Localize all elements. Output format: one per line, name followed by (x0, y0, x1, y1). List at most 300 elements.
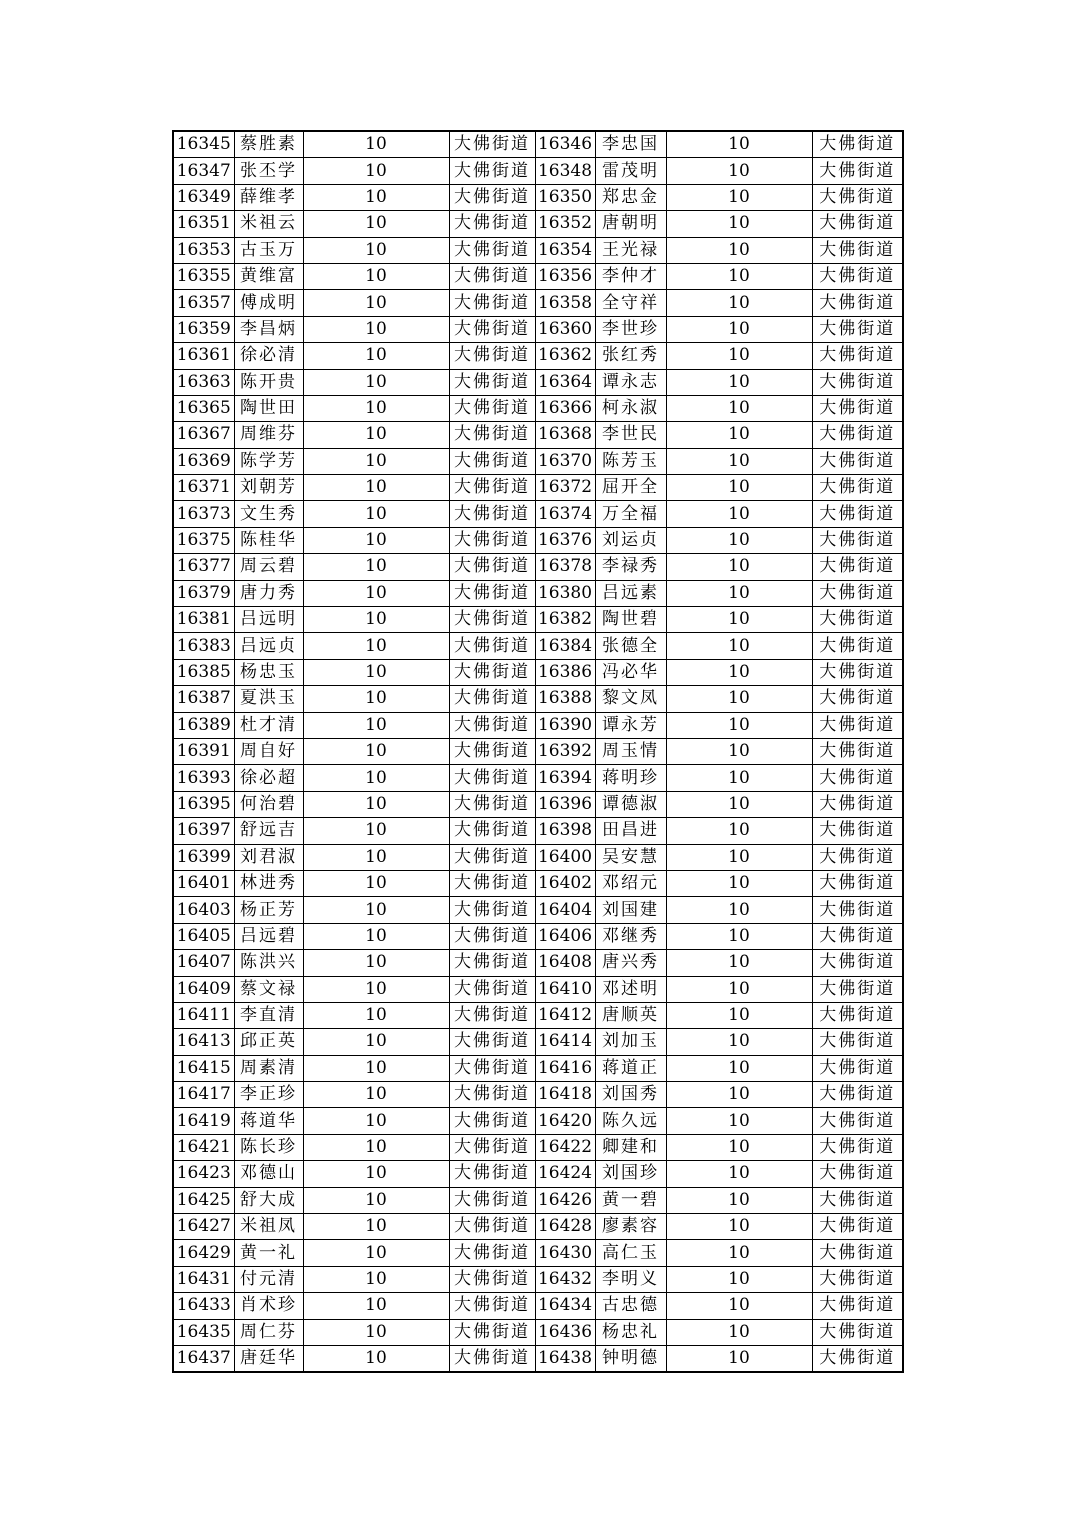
right-id-cell: 16348 (535, 158, 595, 184)
right-amount-cell: 10 (666, 607, 812, 633)
right-name-cell: 李明义 (595, 1266, 666, 1292)
left-area-cell: 大佛街道 (449, 1108, 535, 1134)
left-amount-cell: 10 (303, 712, 449, 738)
right-name-cell: 黎文凤 (595, 686, 666, 712)
table-row (173, 211, 903, 237)
right-id-cell: 16438 (535, 1345, 595, 1372)
left-id-cell: 16399 (173, 844, 234, 870)
right-id-cell: 16350 (535, 184, 595, 210)
left-area-cell: 大佛街道 (449, 184, 535, 210)
left-id-cell: 16415 (173, 1055, 234, 1081)
table-row (173, 950, 903, 976)
right-id-cell: 16352 (535, 211, 595, 237)
right-amount-cell: 10 (666, 1082, 812, 1108)
right-name-cell: 吕远素 (595, 580, 666, 606)
right-id-cell: 16372 (535, 475, 595, 501)
left-id-cell: 16387 (173, 686, 234, 712)
left-name-cell: 付元清 (234, 1266, 303, 1292)
table-row (173, 923, 903, 949)
left-name-cell: 黄一礼 (234, 1240, 303, 1266)
right-amount-cell: 10 (666, 738, 812, 764)
table-row (173, 1082, 903, 1108)
left-id-cell: 16367 (173, 422, 234, 448)
left-amount-cell: 10 (303, 1345, 449, 1372)
table-row (173, 1293, 903, 1319)
right-area-cell: 大佛街道 (812, 1029, 903, 1055)
right-id-cell: 16422 (535, 1134, 595, 1160)
left-area-cell: 大佛街道 (449, 554, 535, 580)
left-amount-cell: 10 (303, 475, 449, 501)
right-name-cell: 谭永芳 (595, 712, 666, 738)
left-id-cell: 16353 (173, 237, 234, 263)
left-area-cell: 大佛街道 (449, 475, 535, 501)
left-name-cell: 刘朝芳 (234, 475, 303, 501)
left-name-cell: 唐力秀 (234, 580, 303, 606)
right-id-cell: 16394 (535, 765, 595, 791)
left-amount-cell: 10 (303, 791, 449, 817)
left-area-cell: 大佛街道 (449, 1082, 535, 1108)
right-area-cell: 大佛街道 (812, 633, 903, 659)
left-name-cell: 林进秀 (234, 870, 303, 896)
left-id-cell: 16381 (173, 607, 234, 633)
left-name-cell: 文生秀 (234, 501, 303, 527)
table-row (173, 1266, 903, 1292)
left-amount-cell: 10 (303, 1214, 449, 1240)
table-row (173, 791, 903, 817)
right-area-cell: 大佛街道 (812, 131, 903, 158)
left-area-cell: 大佛街道 (449, 950, 535, 976)
right-name-cell: 冯必华 (595, 659, 666, 685)
table-row (173, 131, 903, 158)
right-amount-cell: 10 (666, 897, 812, 923)
left-name-cell: 陈开贵 (234, 369, 303, 395)
right-name-cell: 唐顺英 (595, 1002, 666, 1028)
right-amount-cell: 10 (666, 659, 812, 685)
right-name-cell: 蒋明珍 (595, 765, 666, 791)
right-name-cell: 吴安慧 (595, 844, 666, 870)
right-id-cell: 16354 (535, 237, 595, 263)
right-area-cell: 大佛街道 (812, 237, 903, 263)
left-area-cell: 大佛街道 (449, 290, 535, 316)
left-area-cell: 大佛街道 (449, 1293, 535, 1319)
right-area-cell: 大佛街道 (812, 211, 903, 237)
right-id-cell: 16370 (535, 448, 595, 474)
right-id-cell: 16436 (535, 1319, 595, 1345)
table-row (173, 448, 903, 474)
left-area-cell: 大佛街道 (449, 791, 535, 817)
right-area-cell: 大佛街道 (812, 158, 903, 184)
right-area-cell: 大佛街道 (812, 580, 903, 606)
right-name-cell: 邓绍元 (595, 870, 666, 896)
right-amount-cell: 10 (666, 1345, 812, 1372)
right-id-cell: 16366 (535, 395, 595, 421)
table-row (173, 475, 903, 501)
right-amount-cell: 10 (666, 844, 812, 870)
right-amount-cell: 10 (666, 1029, 812, 1055)
right-amount-cell: 10 (666, 158, 812, 184)
left-amount-cell: 10 (303, 184, 449, 210)
left-name-cell: 吕远碧 (234, 923, 303, 949)
right-id-cell: 16386 (535, 659, 595, 685)
right-id-cell: 16362 (535, 343, 595, 369)
left-id-cell: 16375 (173, 527, 234, 553)
left-name-cell: 陈长珍 (234, 1134, 303, 1160)
right-id-cell: 16406 (535, 923, 595, 949)
left-area-cell: 大佛街道 (449, 1134, 535, 1160)
table-row (173, 712, 903, 738)
left-amount-cell: 10 (303, 1240, 449, 1266)
left-area-cell: 大佛街道 (449, 765, 535, 791)
left-id-cell: 16365 (173, 395, 234, 421)
right-name-cell: 李忠国 (595, 131, 666, 158)
left-area-cell: 大佛街道 (449, 870, 535, 896)
table-row (173, 818, 903, 844)
left-area-cell: 大佛街道 (449, 211, 535, 237)
right-amount-cell: 10 (666, 818, 812, 844)
left-name-cell: 李正珍 (234, 1082, 303, 1108)
right-area-cell: 大佛街道 (812, 844, 903, 870)
left-name-cell: 舒大成 (234, 1187, 303, 1213)
left-name-cell: 陈桂华 (234, 527, 303, 553)
left-name-cell: 肖术珍 (234, 1293, 303, 1319)
left-amount-cell: 10 (303, 1108, 449, 1134)
left-id-cell: 16427 (173, 1214, 234, 1240)
left-area-cell: 大佛街道 (449, 158, 535, 184)
left-id-cell: 16401 (173, 870, 234, 896)
right-area-cell: 大佛街道 (812, 818, 903, 844)
left-name-cell: 古玉万 (234, 237, 303, 263)
left-id-cell: 16431 (173, 1266, 234, 1292)
right-id-cell: 16396 (535, 791, 595, 817)
left-area-cell: 大佛街道 (449, 1266, 535, 1292)
table-row (173, 897, 903, 923)
left-id-cell: 16349 (173, 184, 234, 210)
left-area-cell: 大佛街道 (449, 1029, 535, 1055)
right-area-cell: 大佛街道 (812, 607, 903, 633)
left-amount-cell: 10 (303, 316, 449, 342)
right-amount-cell: 10 (666, 131, 812, 158)
right-amount-cell: 10 (666, 554, 812, 580)
left-name-cell: 刘君淑 (234, 844, 303, 870)
left-amount-cell: 10 (303, 395, 449, 421)
left-area-cell: 大佛街道 (449, 633, 535, 659)
right-name-cell: 万全福 (595, 501, 666, 527)
left-amount-cell: 10 (303, 1029, 449, 1055)
right-id-cell: 16432 (535, 1266, 595, 1292)
left-name-cell: 夏洪玉 (234, 686, 303, 712)
right-name-cell: 唐朝明 (595, 211, 666, 237)
left-name-cell: 杨忠玉 (234, 659, 303, 685)
left-name-cell: 周云碧 (234, 554, 303, 580)
right-name-cell: 李禄秀 (595, 554, 666, 580)
left-amount-cell: 10 (303, 897, 449, 923)
left-id-cell: 16413 (173, 1029, 234, 1055)
left-id-cell: 16395 (173, 791, 234, 817)
right-amount-cell: 10 (666, 765, 812, 791)
left-name-cell: 蒋道华 (234, 1108, 303, 1134)
left-id-cell: 16357 (173, 290, 234, 316)
left-id-cell: 16409 (173, 976, 234, 1002)
right-amount-cell: 10 (666, 686, 812, 712)
right-area-cell: 大佛街道 (812, 1161, 903, 1187)
right-area-cell: 大佛街道 (812, 290, 903, 316)
right-area-cell: 大佛街道 (812, 554, 903, 580)
right-name-cell: 唐兴秀 (595, 950, 666, 976)
left-amount-cell: 10 (303, 1187, 449, 1213)
right-area-cell: 大佛街道 (812, 1187, 903, 1213)
left-area-cell: 大佛街道 (449, 343, 535, 369)
table-row (173, 1187, 903, 1213)
right-area-cell: 大佛街道 (812, 448, 903, 474)
right-amount-cell: 10 (666, 290, 812, 316)
left-name-cell: 邓德山 (234, 1161, 303, 1187)
left-name-cell: 陶世田 (234, 395, 303, 421)
table-row (173, 1214, 903, 1240)
right-name-cell: 高仁玉 (595, 1240, 666, 1266)
table-row (173, 1108, 903, 1134)
left-amount-cell: 10 (303, 448, 449, 474)
right-area-cell: 大佛街道 (812, 395, 903, 421)
left-area-cell: 大佛街道 (449, 844, 535, 870)
right-area-cell: 大佛街道 (812, 870, 903, 896)
left-amount-cell: 10 (303, 976, 449, 1002)
right-amount-cell: 10 (666, 395, 812, 421)
left-amount-cell: 10 (303, 1002, 449, 1028)
right-amount-cell: 10 (666, 1108, 812, 1134)
right-name-cell: 古忠德 (595, 1293, 666, 1319)
table-row (173, 422, 903, 448)
table-row (173, 1029, 903, 1055)
right-name-cell: 郑忠金 (595, 184, 666, 210)
left-name-cell: 周自好 (234, 738, 303, 764)
left-name-cell: 周素清 (234, 1055, 303, 1081)
right-area-cell: 大佛街道 (812, 897, 903, 923)
left-id-cell: 16403 (173, 897, 234, 923)
table-row (173, 158, 903, 184)
right-id-cell: 16364 (535, 369, 595, 395)
left-area-cell: 大佛街道 (449, 923, 535, 949)
left-id-cell: 16361 (173, 343, 234, 369)
right-id-cell: 16368 (535, 422, 595, 448)
right-id-cell: 16418 (535, 1082, 595, 1108)
left-amount-cell: 10 (303, 950, 449, 976)
right-id-cell: 16378 (535, 554, 595, 580)
right-area-cell: 大佛街道 (812, 1266, 903, 1292)
right-amount-cell: 10 (666, 184, 812, 210)
right-amount-cell: 10 (666, 1293, 812, 1319)
left-name-cell: 李昌炳 (234, 316, 303, 342)
right-area-cell: 大佛街道 (812, 369, 903, 395)
left-amount-cell: 10 (303, 527, 449, 553)
right-name-cell: 卿建和 (595, 1134, 666, 1160)
table-row (173, 237, 903, 263)
table-row (173, 395, 903, 421)
right-id-cell: 16360 (535, 316, 595, 342)
right-id-cell: 16412 (535, 1002, 595, 1028)
right-area-cell: 大佛街道 (812, 1345, 903, 1372)
right-name-cell: 谭德淑 (595, 791, 666, 817)
right-id-cell: 16346 (535, 131, 595, 158)
table-row (173, 1345, 903, 1372)
right-amount-cell: 10 (666, 263, 812, 289)
left-name-cell: 黄维富 (234, 263, 303, 289)
left-name-cell: 陈洪兴 (234, 950, 303, 976)
right-id-cell: 16380 (535, 580, 595, 606)
left-amount-cell: 10 (303, 1082, 449, 1108)
right-amount-cell: 10 (666, 369, 812, 395)
right-amount-cell: 10 (666, 712, 812, 738)
right-name-cell: 柯永淑 (595, 395, 666, 421)
right-id-cell: 16382 (535, 607, 595, 633)
left-amount-cell: 10 (303, 501, 449, 527)
right-name-cell: 张德全 (595, 633, 666, 659)
left-area-cell: 大佛街道 (449, 686, 535, 712)
left-name-cell: 徐必清 (234, 343, 303, 369)
left-amount-cell: 10 (303, 607, 449, 633)
right-amount-cell: 10 (666, 950, 812, 976)
right-area-cell: 大佛街道 (812, 1240, 903, 1266)
left-name-cell: 陈学芳 (234, 448, 303, 474)
right-id-cell: 16404 (535, 897, 595, 923)
right-area-cell: 大佛街道 (812, 950, 903, 976)
right-amount-cell: 10 (666, 422, 812, 448)
left-id-cell: 16397 (173, 818, 234, 844)
left-amount-cell: 10 (303, 1055, 449, 1081)
right-name-cell: 谭永志 (595, 369, 666, 395)
right-name-cell: 雷茂明 (595, 158, 666, 184)
table-row (173, 1002, 903, 1028)
right-name-cell: 陈芳玉 (595, 448, 666, 474)
right-amount-cell: 10 (666, 501, 812, 527)
right-id-cell: 16398 (535, 818, 595, 844)
table-row (173, 659, 903, 685)
left-amount-cell: 10 (303, 686, 449, 712)
right-name-cell: 刘加玉 (595, 1029, 666, 1055)
left-area-cell: 大佛街道 (449, 818, 535, 844)
left-area-cell: 大佛街道 (449, 738, 535, 764)
right-id-cell: 16424 (535, 1161, 595, 1187)
right-id-cell: 16420 (535, 1108, 595, 1134)
left-id-cell: 16425 (173, 1187, 234, 1213)
table-row (173, 607, 903, 633)
left-area-cell: 大佛街道 (449, 501, 535, 527)
right-id-cell: 16408 (535, 950, 595, 976)
left-name-cell: 邱正英 (234, 1029, 303, 1055)
right-area-cell: 大佛街道 (812, 1082, 903, 1108)
table-row (173, 1161, 903, 1187)
left-id-cell: 16407 (173, 950, 234, 976)
left-name-cell: 周维芬 (234, 422, 303, 448)
left-amount-cell: 10 (303, 422, 449, 448)
left-name-cell: 何治碧 (234, 791, 303, 817)
left-area-cell: 大佛街道 (449, 1345, 535, 1372)
right-id-cell: 16388 (535, 686, 595, 712)
right-id-cell: 16390 (535, 712, 595, 738)
left-name-cell: 吕远贞 (234, 633, 303, 659)
right-amount-cell: 10 (666, 1214, 812, 1240)
left-name-cell: 张丕学 (234, 158, 303, 184)
left-amount-cell: 10 (303, 237, 449, 263)
left-id-cell: 16385 (173, 659, 234, 685)
left-amount-cell: 10 (303, 1134, 449, 1160)
left-name-cell: 吕远明 (234, 607, 303, 633)
left-area-cell: 大佛街道 (449, 1002, 535, 1028)
right-name-cell: 邓继秀 (595, 923, 666, 949)
right-name-cell: 田昌进 (595, 818, 666, 844)
left-amount-cell: 10 (303, 923, 449, 949)
table-row (173, 343, 903, 369)
right-area-cell: 大佛街道 (812, 686, 903, 712)
left-id-cell: 16369 (173, 448, 234, 474)
left-name-cell: 米祖凤 (234, 1214, 303, 1240)
right-area-cell: 大佛街道 (812, 1108, 903, 1134)
left-area-cell: 大佛街道 (449, 712, 535, 738)
left-amount-cell: 10 (303, 738, 449, 764)
left-name-cell: 蔡文禄 (234, 976, 303, 1002)
left-id-cell: 16421 (173, 1134, 234, 1160)
right-name-cell: 杨忠礼 (595, 1319, 666, 1345)
left-area-cell: 大佛街道 (449, 1055, 535, 1081)
right-name-cell: 王光禄 (595, 237, 666, 263)
right-area-cell: 大佛街道 (812, 1002, 903, 1028)
right-name-cell: 张红秀 (595, 343, 666, 369)
left-area-cell: 大佛街道 (449, 448, 535, 474)
right-name-cell: 钟明德 (595, 1345, 666, 1372)
right-id-cell: 16356 (535, 263, 595, 289)
right-amount-cell: 10 (666, 527, 812, 553)
right-area-cell: 大佛街道 (812, 316, 903, 342)
left-amount-cell: 10 (303, 1319, 449, 1345)
right-name-cell: 刘国珍 (595, 1161, 666, 1187)
left-id-cell: 16359 (173, 316, 234, 342)
table-row (173, 263, 903, 289)
left-amount-cell: 10 (303, 554, 449, 580)
left-area-cell: 大佛街道 (449, 316, 535, 342)
left-area-cell: 大佛街道 (449, 369, 535, 395)
right-area-cell: 大佛街道 (812, 1319, 903, 1345)
left-id-cell: 16391 (173, 738, 234, 764)
table-row (173, 290, 903, 316)
left-id-cell: 16433 (173, 1293, 234, 1319)
right-amount-cell: 10 (666, 791, 812, 817)
right-area-cell: 大佛街道 (812, 1055, 903, 1081)
right-amount-cell: 10 (666, 1134, 812, 1160)
table-row (173, 1319, 903, 1345)
right-name-cell: 陶世碧 (595, 607, 666, 633)
left-area-cell: 大佛街道 (449, 580, 535, 606)
left-area-cell: 大佛街道 (449, 1187, 535, 1213)
table-row (173, 738, 903, 764)
right-area-cell: 大佛街道 (812, 976, 903, 1002)
table-row (173, 844, 903, 870)
right-area-cell: 大佛街道 (812, 712, 903, 738)
left-name-cell: 杨正芳 (234, 897, 303, 923)
right-amount-cell: 10 (666, 1240, 812, 1266)
table-row (173, 1134, 903, 1160)
table-row (173, 976, 903, 1002)
right-amount-cell: 10 (666, 343, 812, 369)
left-id-cell: 16383 (173, 633, 234, 659)
table-row (173, 316, 903, 342)
left-amount-cell: 10 (303, 659, 449, 685)
right-name-cell: 李仲才 (595, 263, 666, 289)
left-id-cell: 16423 (173, 1161, 234, 1187)
right-id-cell: 16416 (535, 1055, 595, 1081)
left-area-cell: 大佛街道 (449, 527, 535, 553)
right-amount-cell: 10 (666, 633, 812, 659)
right-name-cell: 周玉情 (595, 738, 666, 764)
left-id-cell: 16435 (173, 1319, 234, 1345)
